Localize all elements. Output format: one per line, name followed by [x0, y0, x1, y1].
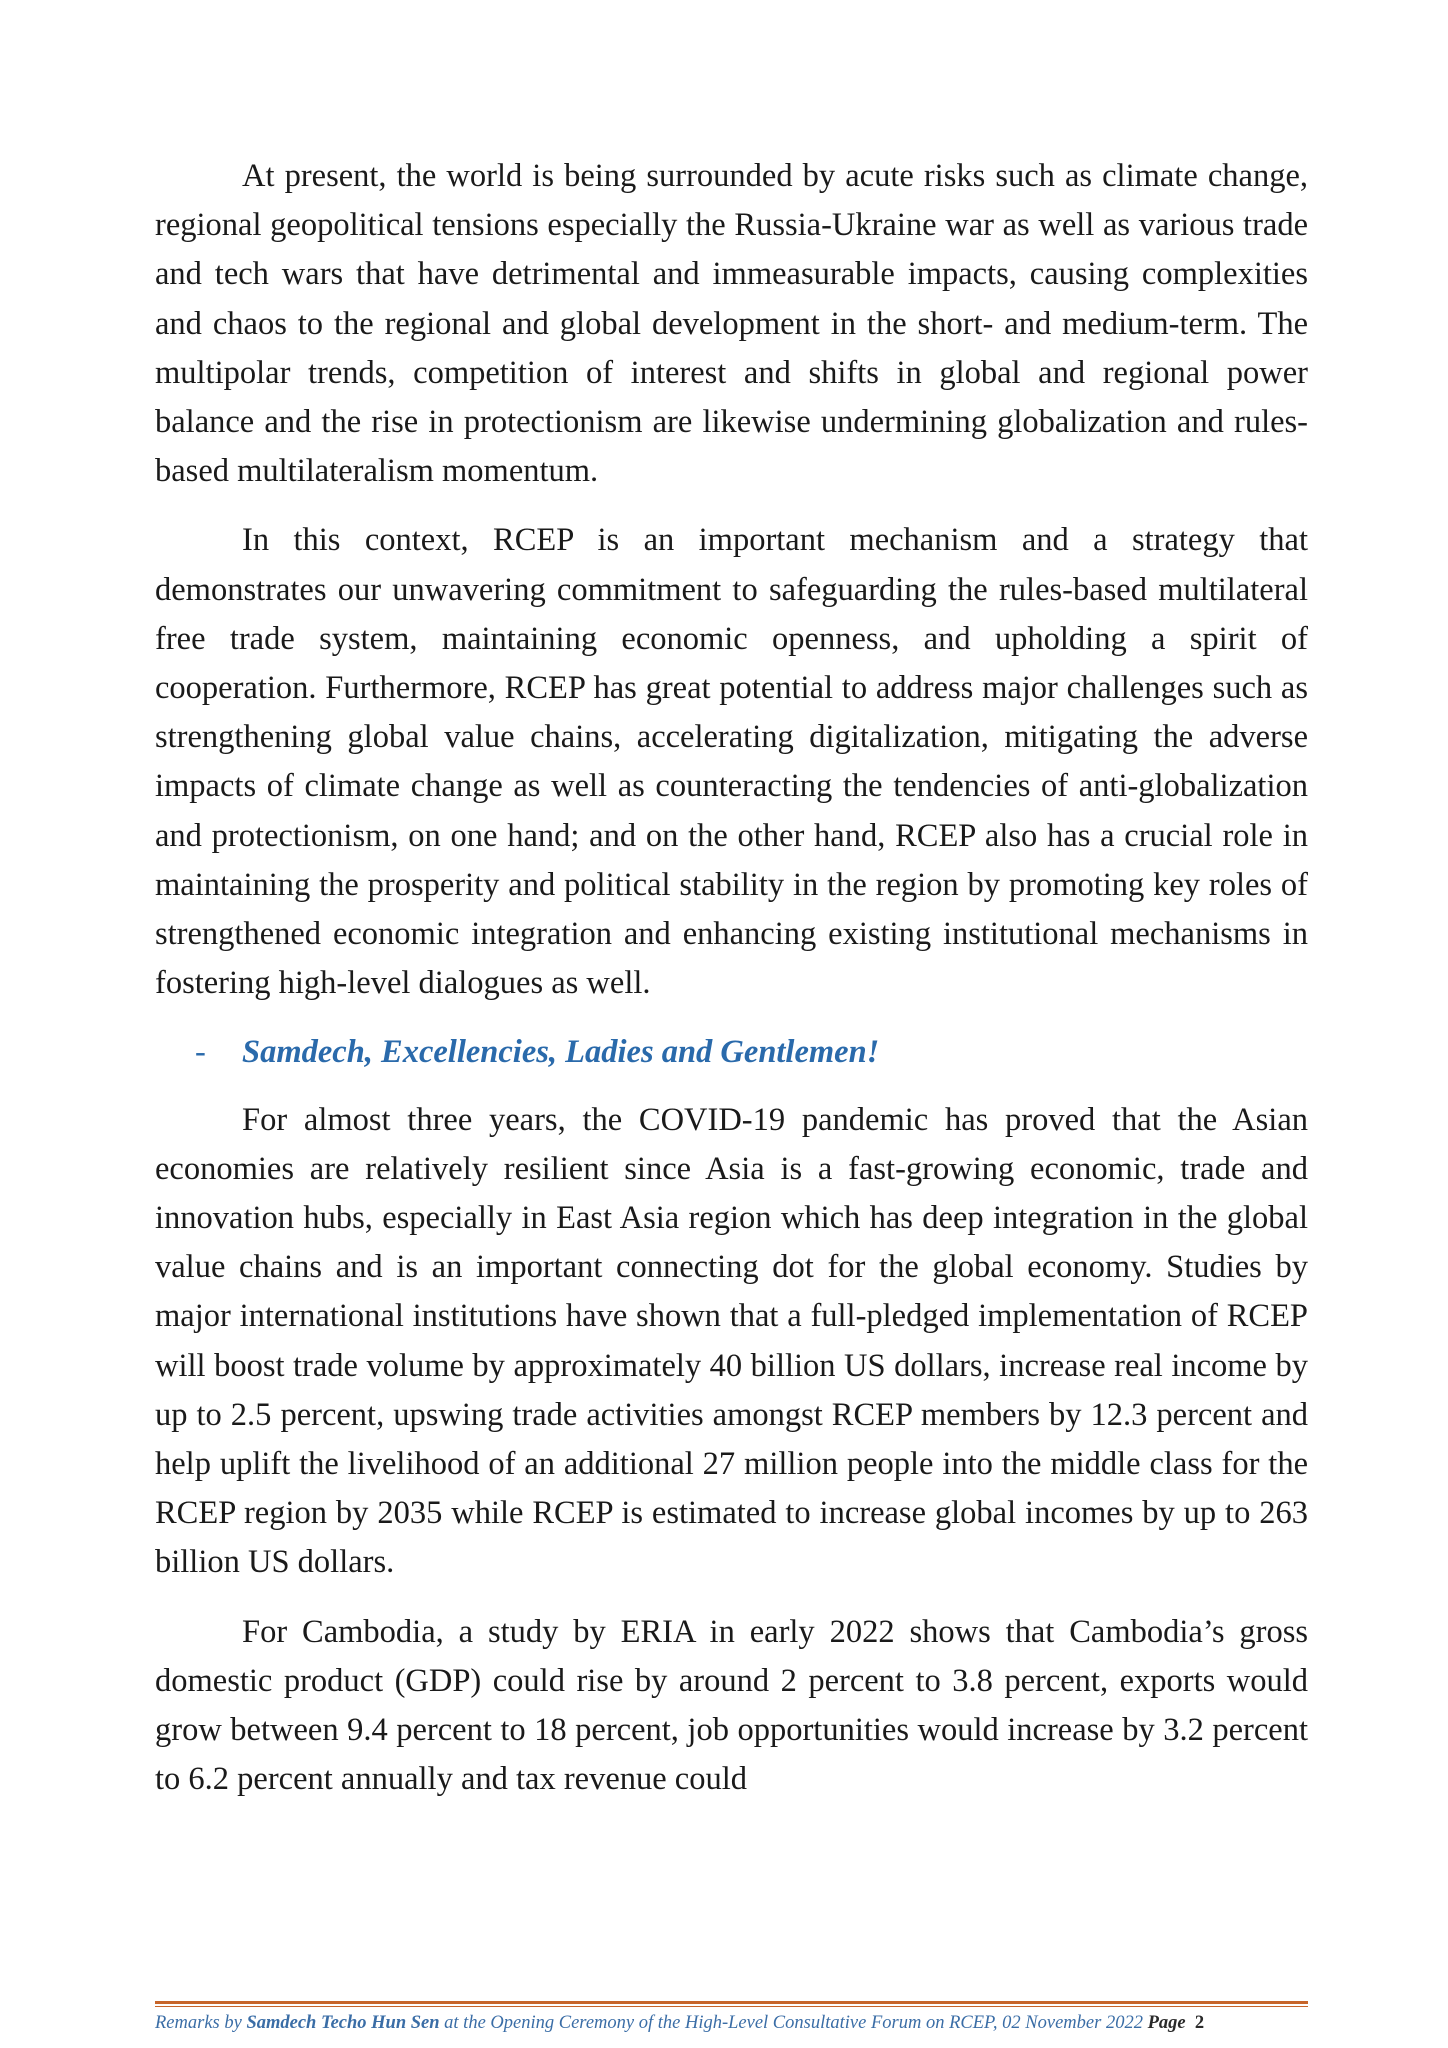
- footer-speaker: Samdech Techo Hun Sen: [246, 2013, 440, 2033]
- footer-event: at the Opening Ceremony of the High-Level Consultative Forum on RCEP, 02 November 2022: [439, 2013, 1148, 2033]
- paragraph-rcep-mechanism: In this context, RCEP is an important mechanism and a strategy that demonstrates our unwavering commitment to safeguarding the rules-based multilateral free trade system, maintaining economic openness, and upholding a spirit of cooperation. Furthermore, RCEP has great potential to address major challenges such as strengthening global value chains, accelerating digitalization, mitigating the adverse impacts of climate change as well as counteracting the tendencies of anti-globalization and protectionism, on one hand; and on the other hand, RCEP also has a crucial role in maintaining the prosperity and political stability in the region by promoting key roles of strengthened economic integration and enhancing existing institutional mechanisms in fostering high-level dialogues as well.: [155, 522, 1308, 1002]
- footer-page-label: Page: [1147, 2013, 1186, 2033]
- footer-page-number: 2: [1194, 2013, 1205, 2033]
- page-footer: [155, 2011, 1308, 2035]
- footer-rule-thick: [155, 2001, 1308, 2004]
- salutation-text: Samdech, Excellencies, Ladies and Gentlemen!: [242, 1034, 880, 1071]
- paragraph-global-risks: At present, the world is being surrounded by acute risks such as climate change, regional geopolitical tensions especially the Russia-Ukraine war as well as various trade and tech wars that have detrimental and immeasurable impacts, causing complexities and chaos to the regional and global development in the short- and medium-term. The multipolar trends, competition of interest and shifts in global and regional power balance and the rise in protectionism are likewise undermining globalization and rules-based multilateralism momentum.: [155, 158, 1308, 490]
- page-body: [155, 152, 1308, 1825]
- paragraph-cambodia-study: For Cambodia, a study by ERIA in early 2022 shows that Cambodia’s gross domestic product (GDP) could rise by around 2 percent to 3.8 percent, exports would grow between 9.4 percent to 18 percent, job opportunities would increase by 3.2 percent to 6.2 percent annually and tax revenue could: [155, 1613, 1308, 1798]
- footer-rule-thin: [155, 2006, 1308, 2007]
- footer-prefix: Remarks by: [155, 2013, 247, 2033]
- salutation-line: [155, 1028, 1308, 1077]
- salutation-dash: -: [195, 1034, 206, 1071]
- paragraph-covid-resilience: For almost three years, the COVID-19 pandemic has proved that the Asian economies are relatively resilient since Asia is a fast-growing economic, trade and innovation hubs, especially in East Asia region which has deep integration in the global value chains and is an important connecting dot for the global economy. Studies by major international institutions have shown that a full-pledged implementation of RCEP will boost trade volume by approximately 40 billion US dollars, increase real income by up to 2.5 percent, upswing trade activities amongst RCEP members by 12.3 percent and help uplift the livelihood of an additional 27 million people into the middle class for the RCEP region by 2035 while RCEP is estimated to increase global incomes by up to 263 billion US dollars.: [155, 1101, 1308, 1581]
